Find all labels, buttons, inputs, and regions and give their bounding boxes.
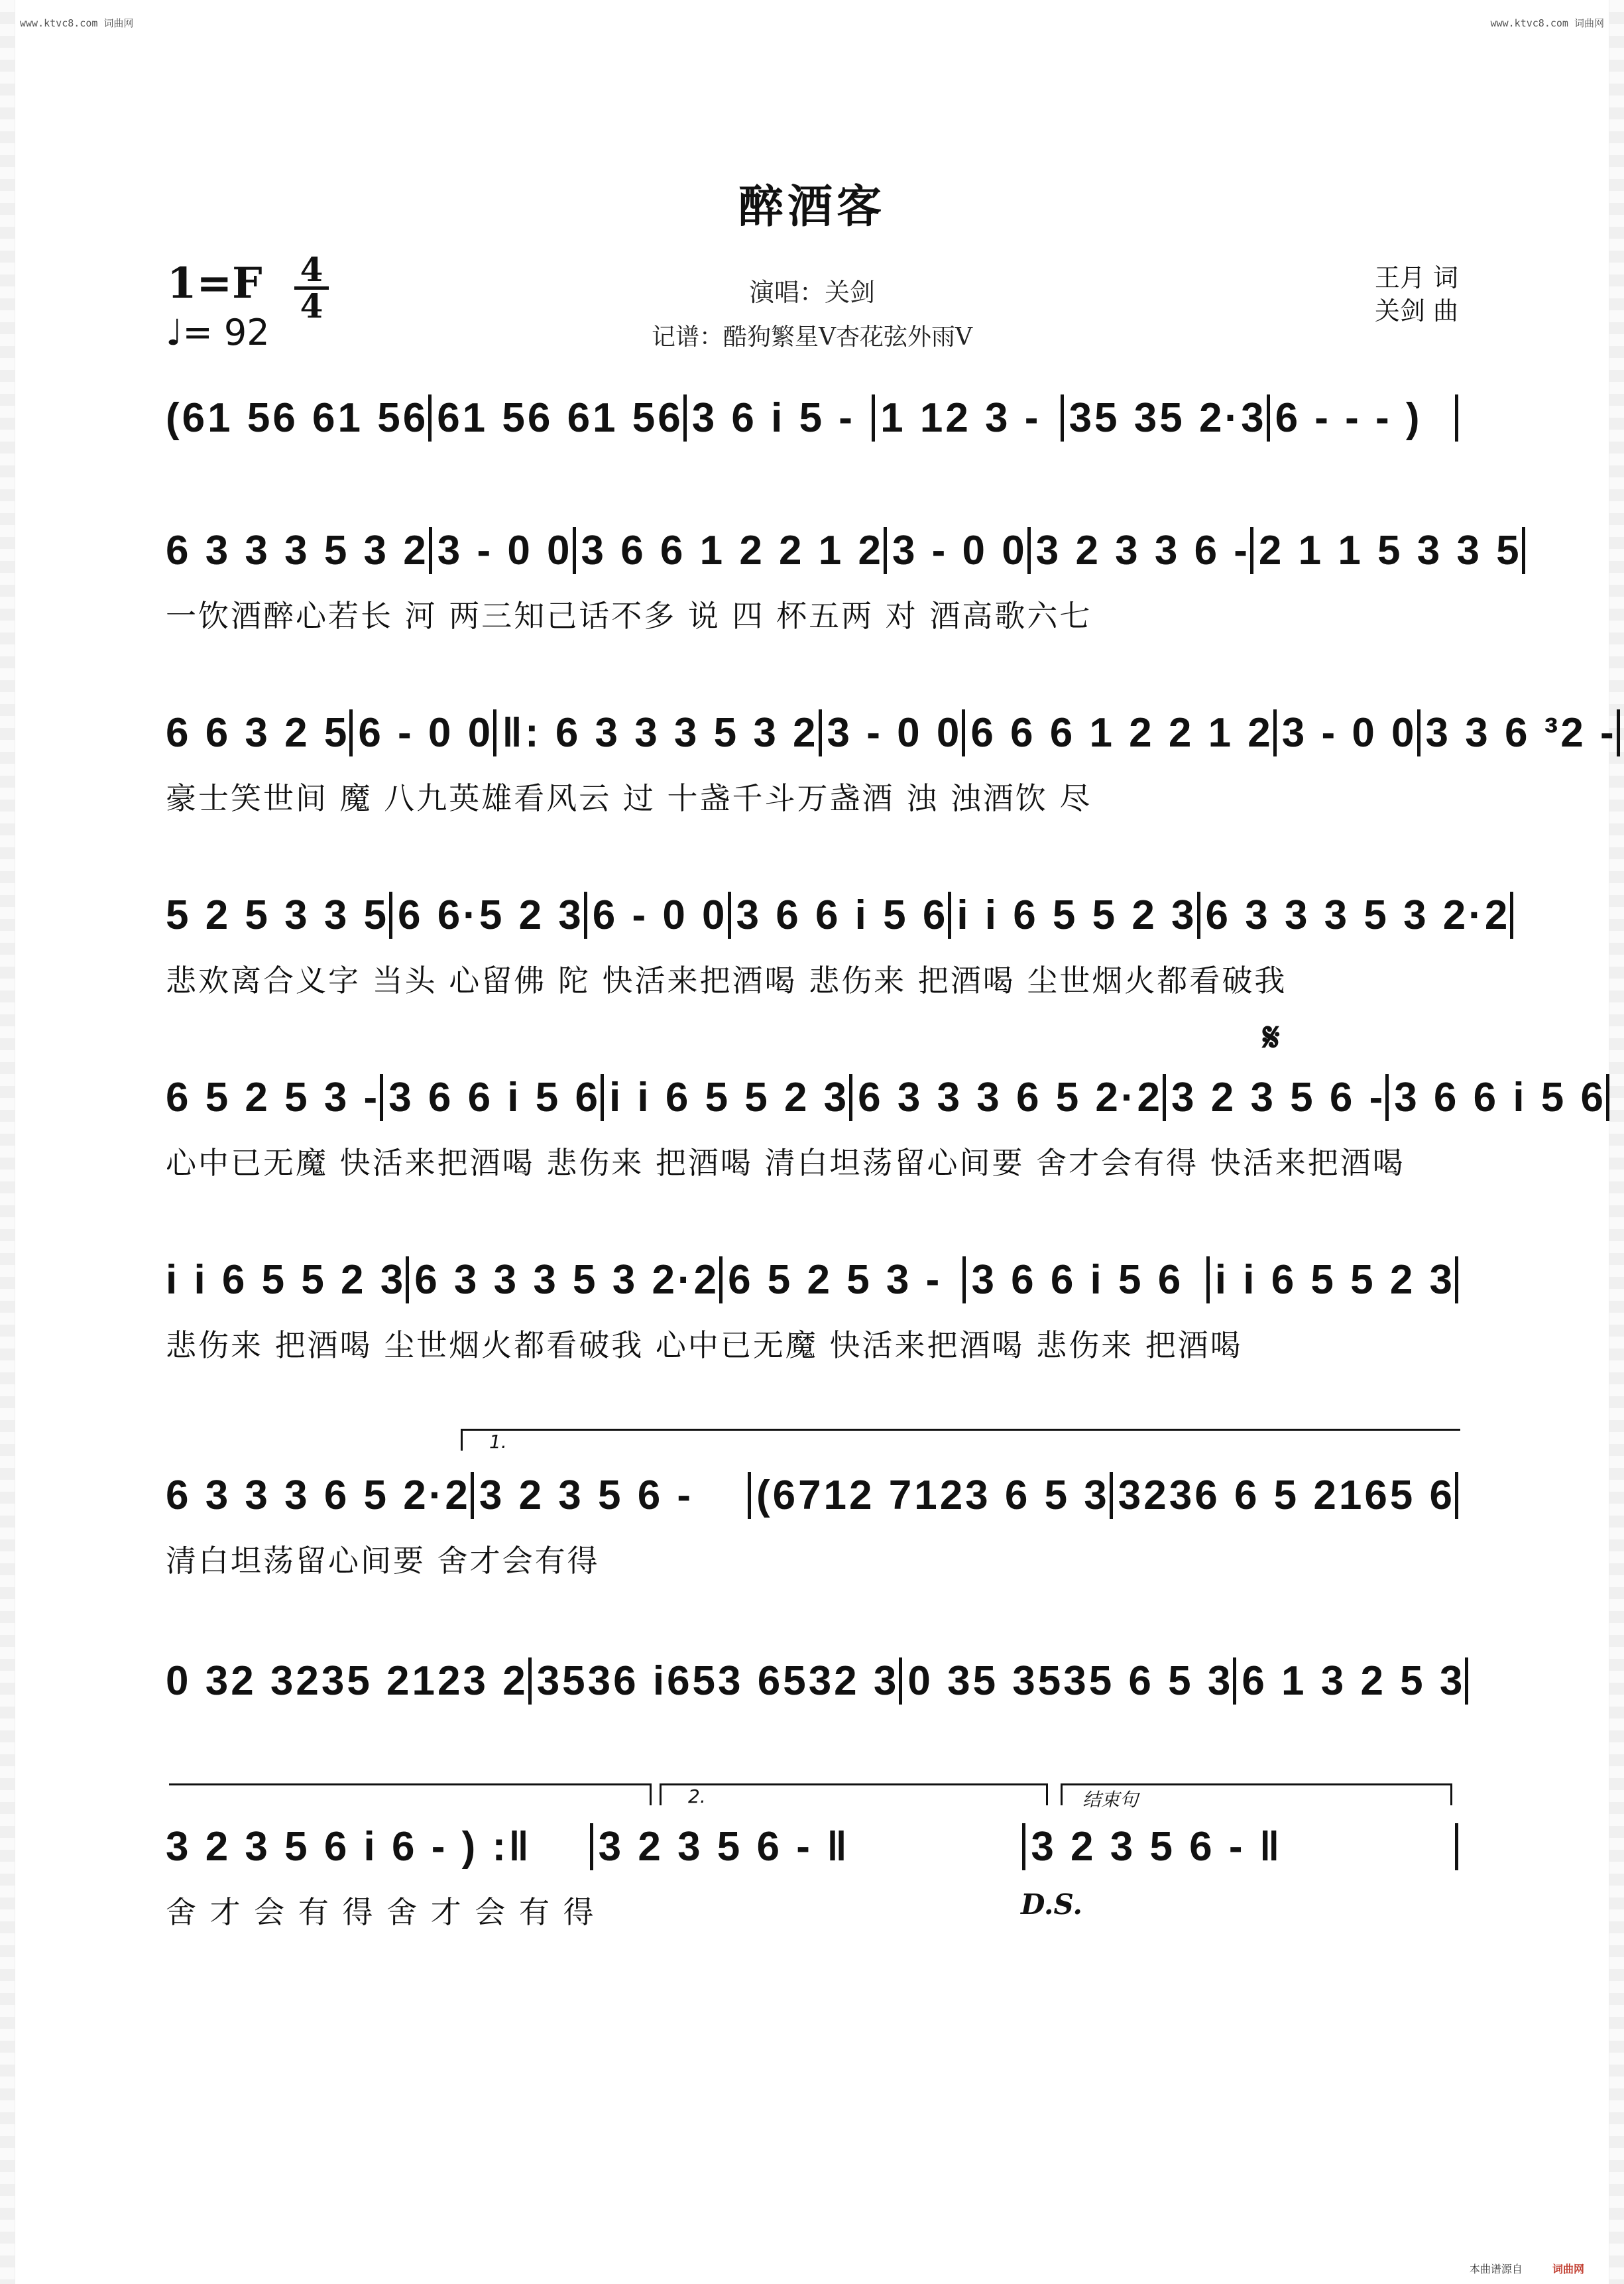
lyrics-row: 悲欢离合义字 当头 心留佛 陀 快活来把酒喝 悲伤来 把酒喝 尘世烟火都看破我 [166, 963, 1287, 998]
measure: 3 6 6 i 5 6 [380, 1074, 601, 1121]
measure: i i 6 5 5 2 3 [948, 892, 1196, 939]
measure: (61 56 61 56 [166, 394, 429, 441]
measure: 61 56 61 56 [428, 394, 683, 442]
score-line-3 [166, 703, 1617, 816]
score-line-4 [166, 885, 1511, 998]
volta-1-continuation [169, 1783, 652, 1805]
measure: ‖: 6 3 3 3 5 3 2 [493, 709, 818, 756]
measure: 1 12 3 - [872, 394, 1060, 442]
corner-watermark-left: www.ktvc8.com 词曲网 [20, 17, 134, 29]
notation-row [166, 388, 1458, 448]
measure: 3 6 6 i 5 6 [1385, 1074, 1609, 1121]
measure: 6 - 0 0 [584, 892, 728, 939]
segno-sign: 𝄋 [1263, 1014, 1280, 1061]
ending-bracket [1061, 1783, 1452, 1811]
score-line-6 [166, 1250, 1458, 1361]
score-line-1 [166, 388, 1458, 448]
measure: 6 6 6 1 2 2 1 2 [962, 709, 1273, 756]
measure: 3 - 0 0 [819, 709, 962, 756]
measure: 3 2 3 5 6 - [471, 1472, 748, 1519]
meter-top: 4 [300, 250, 323, 289]
dal-segno-marking: D.S. [1021, 1888, 1083, 1921]
measure: 0 35 3535 6 5 3 [899, 1657, 1233, 1705]
notation-row [166, 1465, 1458, 1525]
measure: 3 3 6 ³2 - [1417, 709, 1620, 756]
volta-1-bracket [461, 1429, 1460, 1451]
measure: 3 2 3 3 6 - [1027, 527, 1250, 574]
measure: 6 5 2 5 3 - [166, 1074, 380, 1120]
measure: 3 2 3 5 6 - ‖ [1022, 1823, 1458, 1870]
measure: 6 6 3 2 5 [166, 709, 350, 756]
measure: 6 5 2 5 3 - [719, 1256, 962, 1303]
lyrics-row: 悲伤来 把酒喝 尘世烟火都看破我 心中已无魔 快活来把酒喝 悲伤来 把酒喝 [166, 1327, 1243, 1363]
score-line-7 [166, 1465, 1458, 1577]
footer-source-label: 本曲谱源自 [1469, 2263, 1523, 2275]
measure: (6712 7123 6 5 3 [748, 1472, 1110, 1519]
measure: 6 - 0 0 [349, 709, 493, 756]
measure: 0 32 3235 2123 2 [166, 1657, 528, 1704]
measure: 35 35 2·3 [1061, 394, 1267, 442]
ending-label: 结束句 [1082, 1789, 1139, 1811]
score-line-8 [166, 1651, 1466, 1711]
measure: 6 3 3 3 6 5 2·2 [849, 1074, 1163, 1121]
notation-row [166, 520, 1522, 580]
lyricist-credit: 王月 词 [1374, 263, 1458, 292]
measure: i i 6 5 5 2 3 [166, 1256, 406, 1303]
notation-row [166, 885, 1511, 945]
measure: 3 - 0 0 [884, 527, 1027, 574]
measure: 6 3 3 3 5 3 2 [166, 527, 429, 573]
measure: 6 3 3 3 5 3 2·2 [406, 1256, 719, 1303]
measure: 2 1 1 5 3 3 5 [1250, 527, 1525, 574]
volta-2-label: 2. [688, 1785, 706, 1807]
transcriber-credit: 记谱：酷狗繁星V杏花弦外雨V [652, 324, 972, 351]
measure: 3236 6 5 2165 6 [1110, 1472, 1458, 1519]
score-line-5 [166, 1067, 1606, 1181]
lyrics-row: 心中已无魔 快活来把酒喝 悲伤来 把酒喝 清白坦荡留心间要 舍才会有得 快活来把酒喝 [166, 1145, 1405, 1181]
measure: 6 - - - ) [1267, 394, 1458, 442]
volta-2-bracket [660, 1783, 1048, 1805]
song-title: 醉酒客 [738, 180, 886, 233]
notation-row [166, 1817, 1458, 1876]
measure: i i 6 5 5 2 3 [601, 1074, 849, 1121]
tempo-marking: ♩= 92 [166, 312, 270, 353]
measure: 3 2 3 5 6 i 6 - ) :‖ [166, 1823, 532, 1870]
measure: 5 2 5 3 3 5 [166, 892, 390, 938]
measure: 3 6 6 1 2 2 1 2 [573, 527, 884, 574]
notation-row [166, 703, 1617, 762]
measure: 6 6·5 2 3 [389, 892, 584, 939]
key-signature: 1=F [167, 259, 262, 308]
score-line-9 [166, 1817, 1458, 1928]
lyrics-row: 豪士笑世间 魔 八九英雄看风云 过 十盏千斗万盏酒 浊 浊酒饮 尽 [166, 780, 1092, 816]
footer [1470, 2261, 1584, 2276]
measure: 3 6 6 i 5 6 [728, 892, 949, 939]
measure: 3536 i653 6532 3 [528, 1657, 899, 1705]
score-line-2 [166, 520, 1522, 634]
composer-credit: 关剑 曲 [1374, 296, 1458, 326]
footer-brand: 词曲网 [1552, 2263, 1584, 2275]
singer-credit: 演唱：关剑 [748, 278, 875, 307]
notation-row [166, 1250, 1458, 1309]
measure: 3 2 3 5 6 - ‖ [590, 1823, 1023, 1870]
lyrics-row: 一饮酒醉心若长 河 两三知己话不多 说 四 杯五两 对 酒高歌六七 [166, 598, 1092, 634]
measure: 6 3 3 3 6 5 2·2 [166, 1472, 471, 1518]
measure: 3 6 i 5 - [683, 394, 872, 442]
lyrics-row: 舍 才 会 有 得 舍 才 会 有 得 [166, 1894, 596, 1930]
notation-row [166, 1651, 1466, 1711]
volta-1-label: 1. [489, 1431, 507, 1453]
measure: 3 2 3 5 6 - [1163, 1074, 1385, 1121]
corner-watermark-right: www.ktvc8.com 词曲网 [1490, 17, 1604, 29]
notation-row [166, 1067, 1606, 1127]
meter-bottom: 4 [300, 286, 323, 326]
measure: 3 6 6 i 5 6 [962, 1256, 1206, 1303]
measure: 3 - 0 0 [429, 527, 573, 574]
measure: i i 6 5 5 2 3 [1206, 1256, 1458, 1303]
measure: 6 3 3 3 5 3 2·2 [1197, 892, 1514, 939]
measure: 3 - 0 0 [1273, 709, 1417, 756]
measure: 6 1 3 2 5 3 [1233, 1657, 1468, 1705]
lyrics-row: 清白坦荡留心间要 舍才会有得 [166, 1543, 600, 1579]
